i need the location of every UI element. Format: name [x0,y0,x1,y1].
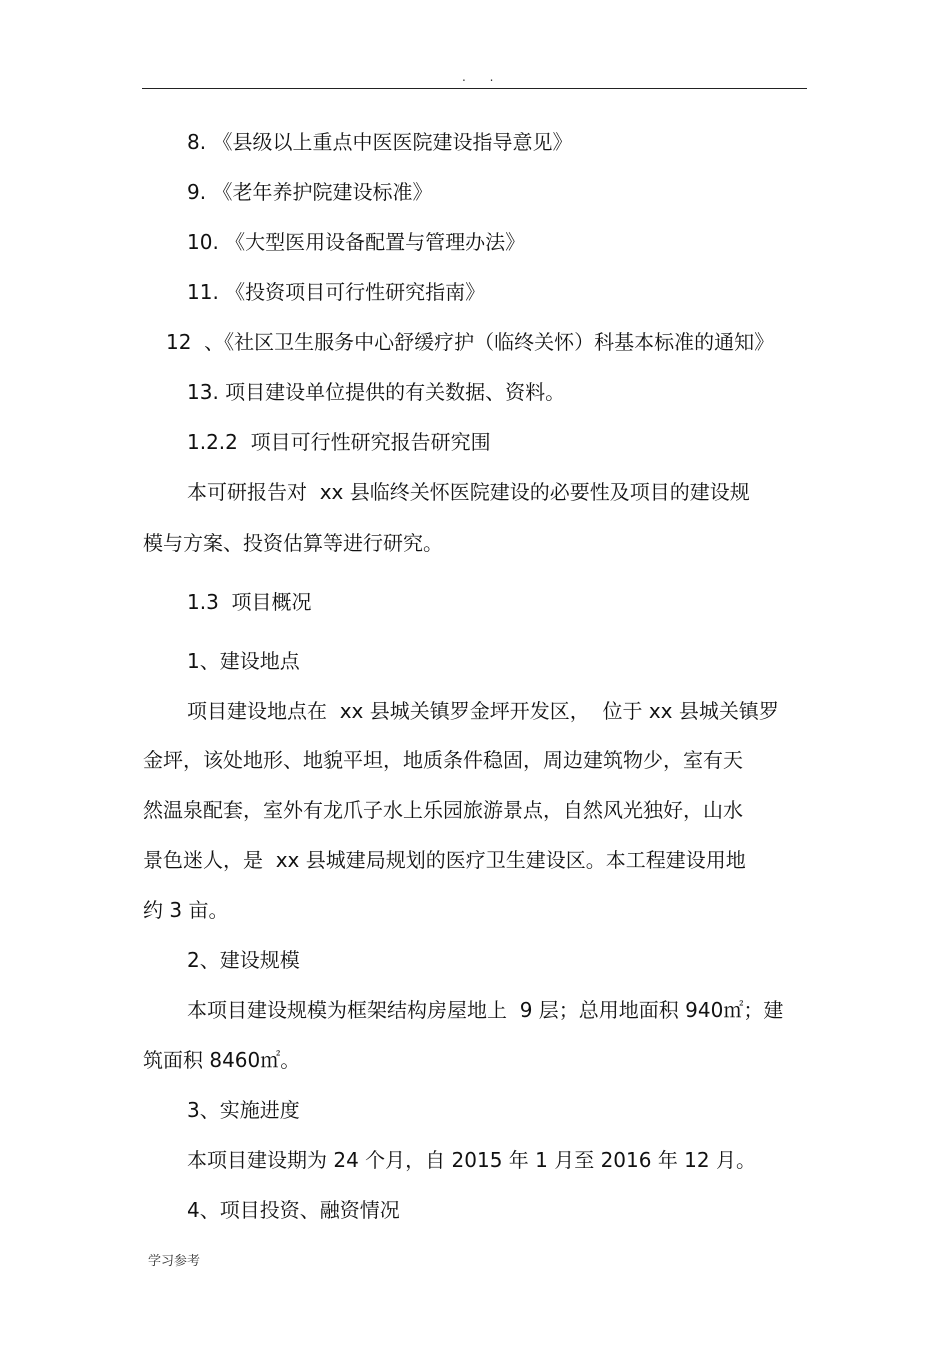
subsection-heading: 4、项目投资、融资情况 [187,1198,400,1222]
footer-label: 学习参考 [148,1254,201,1269]
text-line: 10. 《大型医用设备配置与管理办法》 [187,230,526,254]
text-line: 模与方案、投资估算等进行研究。 [143,531,443,555]
subsection-heading: 1、建设地点 [187,649,300,673]
text-line: 本项目建设期为 24 个月，自 2015 年 1 月至 2016 年 12 月。 [187,1148,756,1172]
header-rule [142,88,807,89]
subsection-heading: 3、实施进度 [187,1098,300,1122]
text-line: 13. 项目建设单位提供的有关数据、资料。 [187,380,566,404]
text-line: 8. 《县级以上重点中医医院建设指导意见》 [187,130,573,154]
section-heading: 1.2.2 项目可行性研究报告研究围 [187,430,491,454]
text-line: 11. 《投资项目可行性研究指南》 [187,280,486,304]
subsection-heading: 2、建设规模 [187,948,300,972]
text-line: 金坪，该处地形、地貌平坦，地质条件稳固，周边建筑物少，室有天 [143,748,743,772]
text-line: 项目建设地点在 xx 县城关镇罗金坪开发区， 位于 xx 县城关镇罗 [187,699,779,723]
header-marks: . . [462,70,504,84]
text-line: 筑面积 8460㎡。 [143,1048,301,1072]
text-line: 9. 《老年养护院建设标准》 [187,180,433,204]
text-line: 然温泉配套，室外有龙爪子水上乐园旅游景点，自然风光独好，山水 [143,798,743,822]
text-line: 12 、《社区卫生服务中心舒缓疗护（临终关怀）科基本标准的通知》 [166,330,775,354]
section-heading: 1.3 项目概况 [187,590,312,614]
text-line: 本可研报告对 xx 县临终关怀医院建设的必要性及项目的建设规 [187,480,750,504]
text-line: 本项目建设规模为框架结构房屋地上 9 层；总用地面积 940㎡；建 [187,998,784,1022]
text-line: 景色迷人，是 xx 县城建局规划的医疗卫生建设区。本工程建设用地 [143,848,746,872]
text-line: 约 3 亩。 [143,898,229,922]
